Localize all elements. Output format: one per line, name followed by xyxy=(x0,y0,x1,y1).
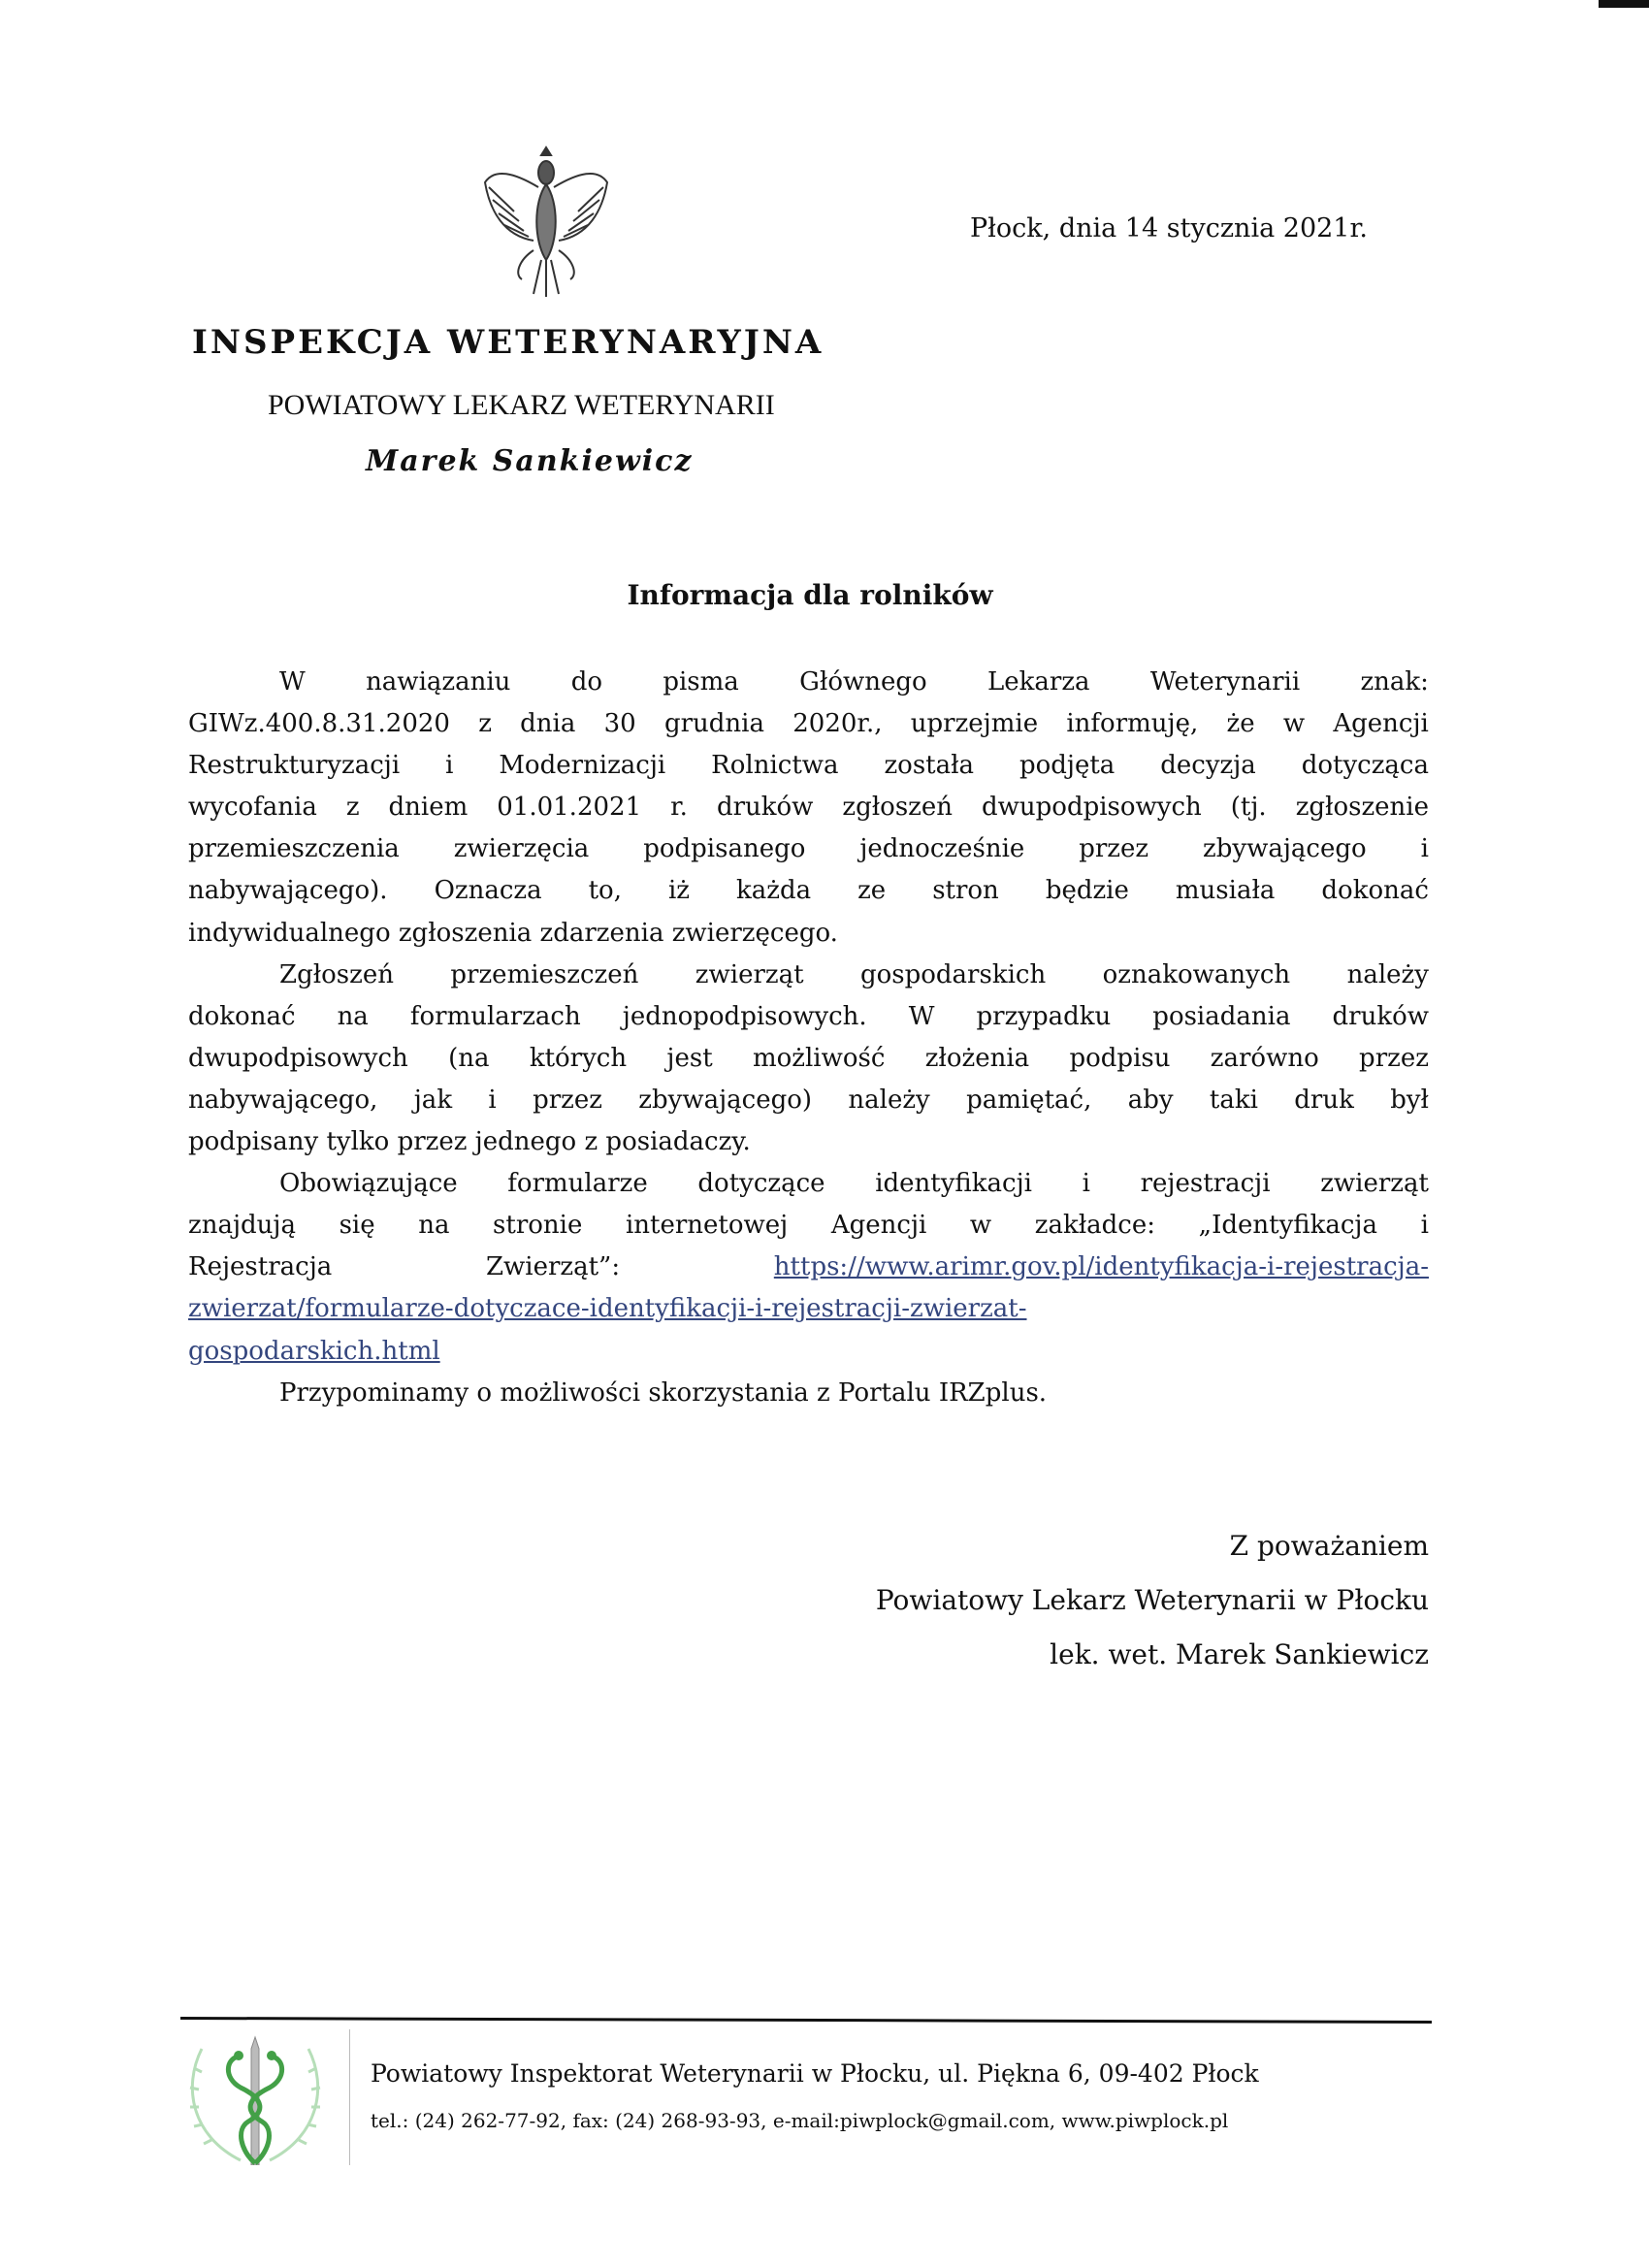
word: identyfikacji xyxy=(875,1169,1032,1199)
body-line xyxy=(188,870,1429,912)
word: do xyxy=(570,667,603,697)
body-line-words xyxy=(279,955,1429,996)
veterinary-caduceus-logo-icon xyxy=(182,2029,328,2165)
body-line xyxy=(188,1247,1429,1288)
body-text: Rejestracja xyxy=(188,1252,333,1282)
body-line-words xyxy=(188,1038,1429,1080)
word: w xyxy=(1282,709,1306,739)
word: dotycząca xyxy=(1301,751,1429,781)
arimr-forms-link[interactable]: https://www.arimr.gov.pl/identyfikacja-i-rejestracja- xyxy=(773,1252,1429,1282)
word: 01.01.2021 xyxy=(497,793,642,823)
word: Modernizacji xyxy=(499,751,666,781)
letter-date: Płock, dnia 14 stycznia 2021r. xyxy=(970,213,1368,243)
body-line xyxy=(188,955,1429,996)
body-line xyxy=(188,787,1429,828)
body-line xyxy=(188,1080,1429,1121)
word: Obowiązujące xyxy=(279,1169,458,1199)
word: przez xyxy=(533,1085,602,1115)
word: stron xyxy=(932,876,999,906)
word: nabywającego, xyxy=(188,1085,378,1115)
body-line-words xyxy=(188,996,1429,1038)
footer-address: Powiatowy Inspektorat Weterynarii w Płocku, ul. Piękna 6, 09-402 Płock xyxy=(371,2059,1259,2088)
body-line xyxy=(188,996,1429,1038)
body-line xyxy=(188,745,1429,787)
person-name: Marek Sankiewicz xyxy=(366,444,694,478)
word: zarówno xyxy=(1210,1043,1319,1073)
body-line-words xyxy=(188,1205,1429,1247)
body-line xyxy=(188,1205,1429,1247)
word: i xyxy=(488,1085,497,1115)
body-line-words xyxy=(188,1080,1429,1121)
word: z xyxy=(345,793,360,823)
word: przemieszczenia xyxy=(188,834,400,864)
office-name: POWIATOWY LEKARZ WETERYNARII xyxy=(268,389,775,421)
word: (tj. xyxy=(1230,793,1267,823)
word: na xyxy=(418,1211,450,1241)
word: dokonać xyxy=(1321,876,1429,906)
word: możliwość xyxy=(752,1043,886,1073)
word: Rolnictwa xyxy=(711,751,839,781)
word: musiała xyxy=(1175,876,1276,906)
word: Restrukturyzacji xyxy=(188,751,401,781)
word: na xyxy=(337,1001,369,1031)
body-line: podpisany tylko przez jednego z posiadaczy. xyxy=(188,1127,751,1157)
word: będzie xyxy=(1045,876,1129,906)
word: formularze xyxy=(507,1169,648,1199)
word: dwupodpisowych xyxy=(982,793,1202,823)
letter-body xyxy=(188,662,1429,1414)
word: pisma xyxy=(663,667,739,697)
body-line-words xyxy=(188,828,1429,870)
body-line xyxy=(188,703,1429,745)
word: nabywającego). xyxy=(188,876,388,906)
body-line xyxy=(188,1331,1429,1373)
word: aby xyxy=(1127,1085,1174,1115)
word: których xyxy=(529,1043,628,1073)
word: przemieszczeń xyxy=(450,959,639,989)
word: z xyxy=(478,709,492,739)
word: zwierząt xyxy=(1320,1169,1429,1199)
word: i xyxy=(1420,834,1429,864)
word: iż xyxy=(667,876,690,906)
footer-contact: tel.: (24) 262-77-92, fax: (24) 268-93-93, e-mail:piwplock@gmail.com, www.piwplock.pl xyxy=(371,2109,1229,2132)
word: 2020r., xyxy=(792,709,883,739)
word: GIWz.400.8.31.2020 xyxy=(188,709,450,739)
word: zwierząt xyxy=(695,959,804,989)
body-line-words xyxy=(188,703,1429,745)
body-line: indywidualnego zgłoszenia zdarzenia zwierzęcego. xyxy=(188,918,838,948)
body-line-words xyxy=(279,662,1429,703)
word: był xyxy=(1390,1085,1429,1115)
word: jednopodpisowych. xyxy=(622,1001,867,1031)
body-line-words xyxy=(188,787,1429,828)
word: zbywającego) xyxy=(638,1085,813,1115)
word: że xyxy=(1226,709,1255,739)
word: oznakowanych xyxy=(1102,959,1291,989)
word: Weterynarii xyxy=(1149,667,1301,697)
body-line xyxy=(188,1038,1429,1080)
word: posiadania xyxy=(1152,1001,1291,1031)
word: dniem xyxy=(388,793,469,823)
signatory-position: Powiatowy Lekarz Weterynarii w Płocku xyxy=(875,1584,1429,1616)
body-line: Przypominamy o możliwości skorzystania z Portalu IRZplus. xyxy=(279,1377,1048,1408)
word: informuję, xyxy=(1066,709,1199,739)
body-line-words xyxy=(188,870,1429,912)
word: nawiązaniu xyxy=(366,667,511,697)
footer-divider xyxy=(180,2017,1432,2024)
word: stronie xyxy=(493,1211,583,1241)
word: podpisu xyxy=(1069,1043,1171,1073)
body-text: Zwierząt”: xyxy=(485,1252,621,1282)
word: r. xyxy=(670,793,688,823)
word: podpisanego xyxy=(643,834,806,864)
word: dokonać xyxy=(188,1001,296,1031)
word: 30 xyxy=(603,709,636,739)
body-line xyxy=(188,662,1429,703)
closing-greeting: Z poważaniem xyxy=(1229,1530,1429,1562)
word: należy xyxy=(848,1085,930,1115)
word: zgłoszenie xyxy=(1295,793,1429,823)
organization-name: INSPEKCJA WETERYNARYJNA xyxy=(192,323,824,362)
polish-eagle-emblem-icon xyxy=(475,144,617,299)
word: i xyxy=(445,751,454,781)
word: to, xyxy=(588,876,622,906)
signatory-name: lek. wet. Marek Sankiewicz xyxy=(1050,1638,1429,1670)
word: w xyxy=(969,1211,992,1241)
body-line xyxy=(188,828,1429,870)
word: (na xyxy=(448,1043,490,1073)
word: decyzja xyxy=(1160,751,1256,781)
word: taki xyxy=(1209,1085,1258,1115)
word: wycofania xyxy=(188,793,317,823)
word: internetowej xyxy=(625,1211,789,1241)
word: Agencji xyxy=(830,1211,927,1241)
scan-edge xyxy=(1599,0,1649,8)
word: jednocześnie xyxy=(859,834,1025,864)
word: zbywającego xyxy=(1203,834,1367,864)
word: gospodarskich xyxy=(859,959,1047,989)
word: Zgłoszeń xyxy=(279,959,394,989)
word: zwierzęcia xyxy=(453,834,590,864)
arimr-forms-link[interactable]: zwierzat/formularze-dotyczace-identyfikacji-i-rejestracji-zwierzat- xyxy=(188,1294,1027,1324)
word: W xyxy=(279,667,306,697)
word: znak: xyxy=(1360,667,1429,697)
word: złożenia xyxy=(924,1043,1030,1073)
word: druków xyxy=(716,793,814,823)
word: Głównego xyxy=(799,667,927,697)
word: dotyczące xyxy=(697,1169,825,1199)
closing-block xyxy=(679,1525,1429,1688)
word: Oznacza xyxy=(434,876,542,906)
word: pamiętać, xyxy=(966,1085,1092,1115)
word: Lekarza xyxy=(987,667,1090,697)
word: zgłoszeń xyxy=(842,793,954,823)
word: ze xyxy=(857,876,887,906)
body-line-words xyxy=(188,745,1429,787)
body-line-words xyxy=(279,1163,1429,1205)
word: podjęta xyxy=(1018,751,1116,781)
word: druk xyxy=(1294,1085,1354,1115)
word: zakładce: xyxy=(1034,1211,1156,1241)
footer-vertical-divider xyxy=(349,2029,350,2165)
word: się xyxy=(339,1211,375,1241)
word: Agencji xyxy=(1333,709,1429,739)
word: W xyxy=(908,1001,935,1031)
word: należy xyxy=(1346,959,1429,989)
word: dwupodpisowych xyxy=(188,1043,408,1073)
word: grudnia xyxy=(663,709,764,739)
word: i xyxy=(1420,1211,1429,1241)
word: przez xyxy=(1359,1043,1429,1073)
word: została xyxy=(884,751,975,781)
letter-title: Informacja dla rolników xyxy=(627,579,993,611)
word: każda xyxy=(735,876,812,906)
word: przez xyxy=(1079,834,1149,864)
word: znajdują xyxy=(188,1211,296,1241)
word: rejestracji xyxy=(1140,1169,1271,1199)
word: jak xyxy=(413,1085,453,1115)
word: „Identyfikacja xyxy=(1198,1211,1377,1241)
word: i xyxy=(1082,1169,1090,1199)
word: uprzejmie xyxy=(910,709,1039,739)
word: formularzach xyxy=(409,1001,581,1031)
body-line xyxy=(188,1288,1429,1330)
arimr-forms-link[interactable]: gospodarskich.html xyxy=(188,1336,440,1366)
word: druków xyxy=(1332,1001,1429,1031)
word: jest xyxy=(666,1043,713,1073)
body-line xyxy=(188,1163,1429,1205)
word: przypadku xyxy=(976,1001,1112,1031)
word: dnia xyxy=(520,709,576,739)
